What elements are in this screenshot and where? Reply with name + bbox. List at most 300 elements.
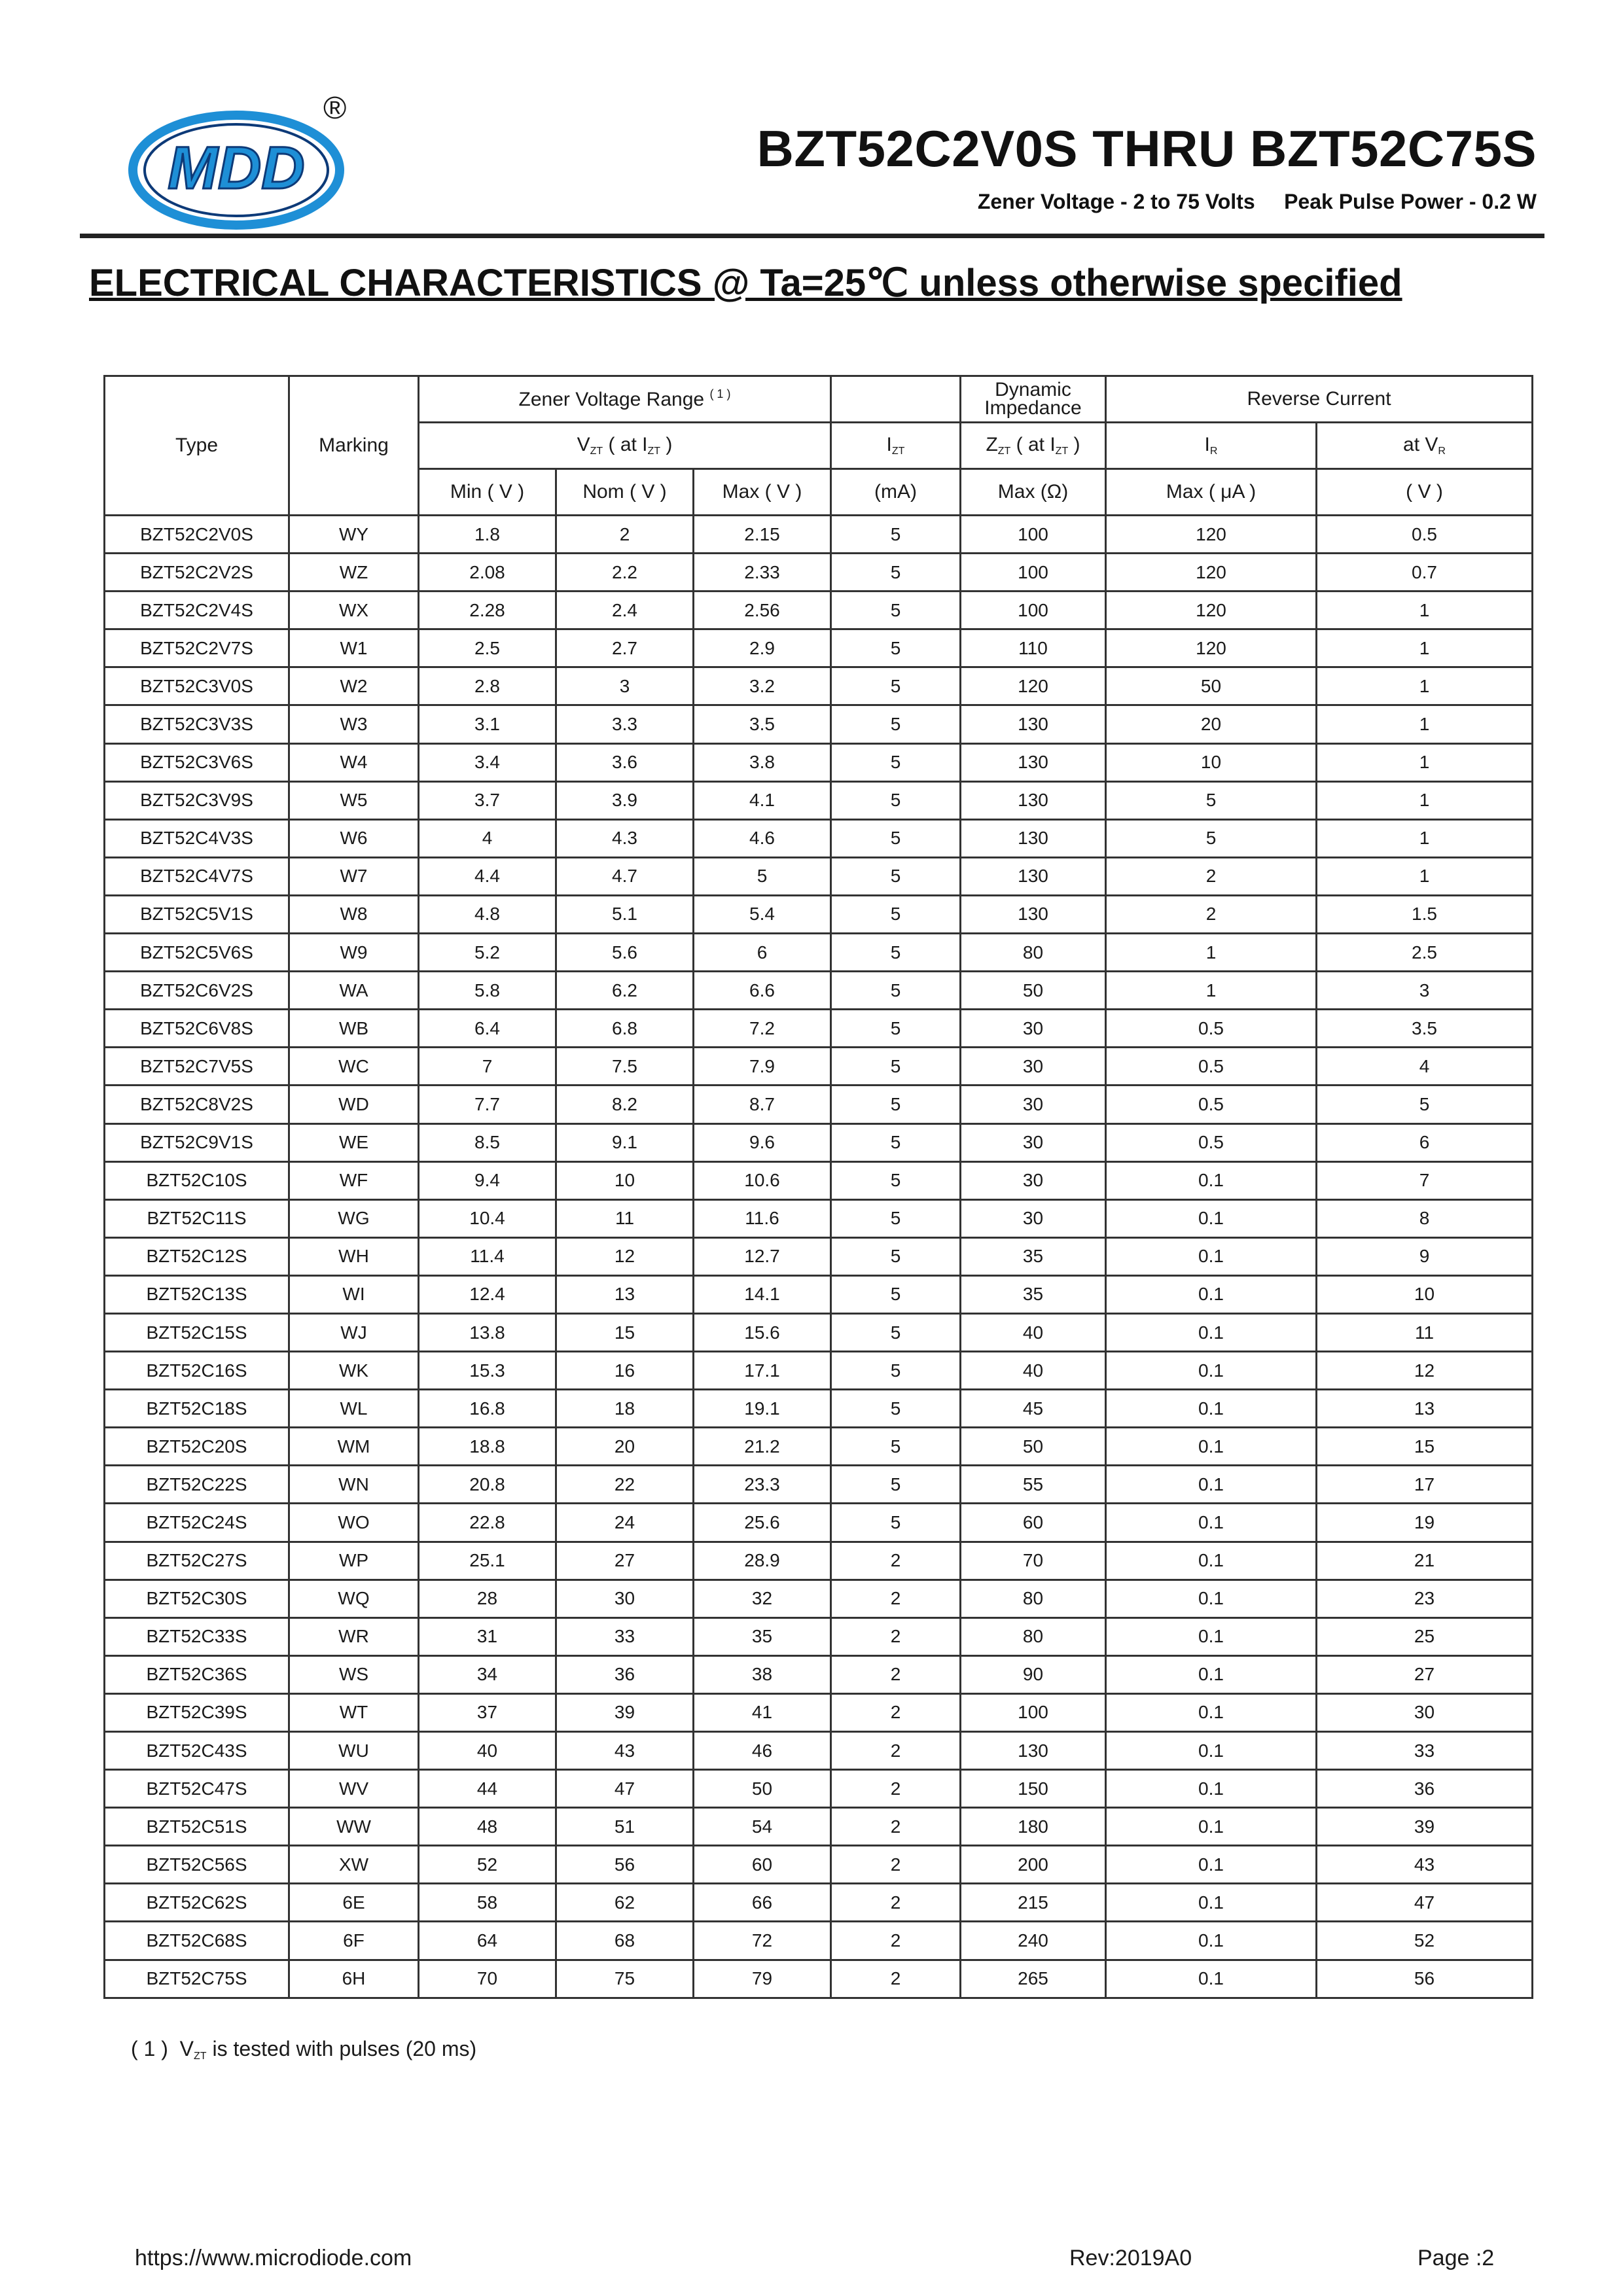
cell-vr: 33 xyxy=(1317,1732,1533,1770)
cell-vz-nom: 5.1 xyxy=(556,895,694,933)
table-row xyxy=(105,1313,1533,1351)
cell-marking: 6F xyxy=(289,1922,419,1960)
cell-ir-max: 5 xyxy=(1106,781,1317,819)
cell-vz-nom: 2.4 xyxy=(556,592,694,629)
company-logo xyxy=(128,110,344,230)
cell-vr: 27 xyxy=(1317,1655,1533,1693)
cell-vz-min: 64 xyxy=(419,1922,556,1960)
cell-marking: 6H xyxy=(289,1960,419,1998)
table-row xyxy=(105,1693,1533,1731)
cell-zzt-max: 110 xyxy=(961,629,1106,667)
cell-marking: WE xyxy=(289,1123,419,1161)
cell-zzt-max: 130 xyxy=(961,743,1106,781)
cell-vz-nom: 10 xyxy=(556,1161,694,1199)
cell-vr: 1 xyxy=(1317,705,1533,743)
header-max-ua: Max ( μA ) xyxy=(1106,469,1317,516)
cell-zzt-max: 40 xyxy=(961,1352,1106,1390)
cell-type: BZT52C62S xyxy=(105,1884,289,1922)
cell-type: BZT52C3V0S xyxy=(105,667,289,705)
cell-zzt-max: 80 xyxy=(961,1617,1106,1655)
cell-izt: 5 xyxy=(831,554,961,592)
cell-vz-min: 5.8 xyxy=(419,972,556,1010)
table-row xyxy=(105,934,1533,972)
cell-zzt-max: 215 xyxy=(961,1884,1106,1922)
cell-type: BZT52C3V3S xyxy=(105,705,289,743)
table-row xyxy=(105,1732,1533,1770)
cell-izt: 2 xyxy=(831,1960,961,1998)
cell-vr: 1 xyxy=(1317,743,1533,781)
cell-vr: 8 xyxy=(1317,1199,1533,1237)
cell-vr: 1 xyxy=(1317,819,1533,857)
cell-vz-max: 28.9 xyxy=(694,1542,831,1580)
table-row xyxy=(105,1086,1533,1123)
cell-vz-nom: 11 xyxy=(556,1199,694,1237)
cell-vz-nom: 27 xyxy=(556,1542,694,1580)
cell-vz-min: 25.1 xyxy=(419,1542,556,1580)
cell-vz-max: 2.9 xyxy=(694,629,831,667)
cell-type: BZT52C13S xyxy=(105,1275,289,1313)
table-row xyxy=(105,1466,1533,1504)
cell-vz-nom: 3.6 xyxy=(556,743,694,781)
header-reverse-current: Reverse Current xyxy=(1106,376,1533,423)
table-row xyxy=(105,629,1533,667)
table-row xyxy=(105,895,1533,933)
header-v: ( V ) xyxy=(1317,469,1533,516)
cell-ir-max: 0.5 xyxy=(1106,1048,1317,1086)
cell-zzt-max: 30 xyxy=(961,1123,1106,1161)
cell-ir-max: 0.1 xyxy=(1106,1237,1317,1275)
footer-revision: Rev:2019A0 xyxy=(1069,2246,1192,2270)
cell-vz-max: 2.33 xyxy=(694,554,831,592)
cell-vz-nom: 47 xyxy=(556,1770,694,1808)
cell-vr: 4 xyxy=(1317,1048,1533,1086)
vz-cond-sub: ZT xyxy=(647,446,661,457)
cell-vz-max: 17.1 xyxy=(694,1352,831,1390)
header-divider xyxy=(80,234,1544,238)
cell-vz-max: 21.2 xyxy=(694,1428,831,1466)
izt-sub: ZT xyxy=(891,446,905,457)
cell-vz-max: 8.7 xyxy=(694,1086,831,1123)
cell-vz-max: 9.6 xyxy=(694,1123,831,1161)
cell-ir-max: 120 xyxy=(1106,516,1317,554)
cell-vz-min: 1.8 xyxy=(419,516,556,554)
cell-izt: 5 xyxy=(831,819,961,857)
cell-vr: 23 xyxy=(1317,1580,1533,1617)
cell-izt: 5 xyxy=(831,705,961,743)
cell-marking: WU xyxy=(289,1732,419,1770)
cell-type: BZT52C36S xyxy=(105,1655,289,1693)
cell-izt: 5 xyxy=(831,1123,961,1161)
cell-zzt-max: 30 xyxy=(961,1048,1106,1086)
cell-marking: W7 xyxy=(289,857,419,895)
cell-vz-max: 2.56 xyxy=(694,592,831,629)
cell-izt: 5 xyxy=(831,1466,961,1504)
cell-vr: 6 xyxy=(1317,1123,1533,1161)
table-row xyxy=(105,1352,1533,1390)
cell-vz-min: 9.4 xyxy=(419,1161,556,1199)
dynamic-line1: Dynamic xyxy=(995,379,1071,400)
vz-close: ) xyxy=(660,434,673,455)
cell-vz-min: 2.08 xyxy=(419,554,556,592)
cell-ir-max: 0.1 xyxy=(1106,1960,1317,1998)
cell-vz-min: 40 xyxy=(419,1732,556,1770)
cell-vz-nom: 2 xyxy=(556,516,694,554)
cell-vz-min: 20.8 xyxy=(419,1466,556,1504)
cell-ir-max: 0.5 xyxy=(1106,1123,1317,1161)
cell-vz-min: 34 xyxy=(419,1655,556,1693)
cell-marking: W6 xyxy=(289,819,419,857)
cell-type: BZT52C22S xyxy=(105,1466,289,1504)
cell-izt: 2 xyxy=(831,1884,961,1922)
zzt-sub: ZT xyxy=(997,446,1011,457)
cell-ir-max: 0.1 xyxy=(1106,1732,1317,1770)
cell-ir-max: 0.1 xyxy=(1106,1466,1317,1504)
cell-izt: 5 xyxy=(831,1352,961,1390)
cell-izt: 2 xyxy=(831,1542,961,1580)
cell-marking: WI xyxy=(289,1275,419,1313)
cell-zzt-max: 265 xyxy=(961,1960,1106,1998)
cell-marking: 6E xyxy=(289,1884,419,1922)
cell-vz-max: 72 xyxy=(694,1922,831,1960)
vz-symbol: V xyxy=(577,434,590,455)
cell-zzt-max: 130 xyxy=(961,705,1106,743)
cell-type: BZT52C4V3S xyxy=(105,819,289,857)
table-row xyxy=(105,1808,1533,1846)
cell-zzt-max: 40 xyxy=(961,1313,1106,1351)
cell-type: BZT52C33S xyxy=(105,1617,289,1655)
cell-vz-max: 7.9 xyxy=(694,1048,831,1086)
cell-ir-max: 120 xyxy=(1106,629,1317,667)
cell-vz-min: 2.5 xyxy=(419,629,556,667)
table-row xyxy=(105,1504,1533,1542)
cell-type: BZT52C5V1S xyxy=(105,895,289,933)
cell-vz-min: 3.1 xyxy=(419,705,556,743)
cell-vz-max: 41 xyxy=(694,1693,831,1731)
cell-izt: 2 xyxy=(831,1693,961,1731)
cell-ir-max: 0.5 xyxy=(1106,1010,1317,1048)
cell-type: BZT52C15S xyxy=(105,1313,289,1351)
header-marking: Marking xyxy=(289,376,419,516)
cell-vr: 2.5 xyxy=(1317,934,1533,972)
cell-vz-nom: 30 xyxy=(556,1580,694,1617)
cell-marking: WK xyxy=(289,1352,419,1390)
cell-ir-max: 0.1 xyxy=(1106,1617,1317,1655)
cell-izt: 2 xyxy=(831,1770,961,1808)
cell-vz-max: 5 xyxy=(694,857,831,895)
cell-vz-nom: 18 xyxy=(556,1390,694,1428)
cell-vz-max: 4.1 xyxy=(694,781,831,819)
cell-vz-min: 44 xyxy=(419,1770,556,1808)
at-vr-sub: R xyxy=(1438,446,1446,457)
header-blank xyxy=(831,376,961,423)
cell-ir-max: 1 xyxy=(1106,934,1317,972)
cell-marking: XW xyxy=(289,1846,419,1884)
cell-izt: 2 xyxy=(831,1617,961,1655)
cell-marking: WA xyxy=(289,972,419,1010)
header-ma: (mA) xyxy=(831,469,961,516)
cell-vz-max: 10.6 xyxy=(694,1161,831,1199)
cell-zzt-max: 180 xyxy=(961,1808,1106,1846)
table-row xyxy=(105,1884,1533,1922)
cell-vr: 43 xyxy=(1317,1846,1533,1884)
cell-ir-max: 0.5 xyxy=(1106,1086,1317,1123)
cell-type: BZT52C11S xyxy=(105,1199,289,1237)
zzt-close: ) xyxy=(1068,434,1080,455)
cell-ir-max: 0.1 xyxy=(1106,1846,1317,1884)
table-row xyxy=(105,781,1533,819)
zzt-cond: ( at I xyxy=(1010,434,1056,455)
cell-vz-min: 2.8 xyxy=(419,667,556,705)
cell-ir-max: 0.1 xyxy=(1106,1770,1317,1808)
cell-zzt-max: 30 xyxy=(961,1199,1106,1237)
footnote xyxy=(131,2037,476,2062)
cell-izt: 5 xyxy=(831,1048,961,1086)
cell-zzt-max: 55 xyxy=(961,1466,1106,1504)
cell-ir-max: 120 xyxy=(1106,554,1317,592)
header-nom: Nom ( V ) xyxy=(556,469,694,516)
cell-izt: 5 xyxy=(831,857,961,895)
cell-vz-max: 15.6 xyxy=(694,1313,831,1351)
cell-vz-min: 28 xyxy=(419,1580,556,1617)
cell-marking: W2 xyxy=(289,667,419,705)
cell-vz-min: 37 xyxy=(419,1693,556,1731)
cell-vz-nom: 62 xyxy=(556,1884,694,1922)
cell-vz-min: 22.8 xyxy=(419,1504,556,1542)
izt-symbol: I xyxy=(886,434,892,455)
table-row xyxy=(105,1275,1533,1313)
cell-ir-max: 0.1 xyxy=(1106,1275,1317,1313)
cell-vr: 0.5 xyxy=(1317,516,1533,554)
cell-type: BZT52C5V6S xyxy=(105,934,289,972)
cell-zzt-max: 130 xyxy=(961,1732,1106,1770)
cell-marking: W4 xyxy=(289,743,419,781)
header-at-vr xyxy=(1317,423,1533,469)
cell-type: BZT52C18S xyxy=(105,1390,289,1428)
cell-vr: 1 xyxy=(1317,857,1533,895)
cell-marking: WH xyxy=(289,1237,419,1275)
cell-vz-nom: 7.5 xyxy=(556,1048,694,1086)
cell-zzt-max: 30 xyxy=(961,1161,1106,1199)
cell-type: BZT52C10S xyxy=(105,1161,289,1199)
cell-vr: 0.7 xyxy=(1317,554,1533,592)
dynamic-line2: Impedance xyxy=(984,397,1082,419)
cell-vz-min: 15.3 xyxy=(419,1352,556,1390)
cell-ir-max: 120 xyxy=(1106,592,1317,629)
table-row xyxy=(105,1580,1533,1617)
cell-vz-max: 2.15 xyxy=(694,516,831,554)
cell-ir-max: 0.1 xyxy=(1106,1199,1317,1237)
cell-marking: WW xyxy=(289,1808,419,1846)
table-row xyxy=(105,1655,1533,1693)
cell-ir-max: 10 xyxy=(1106,743,1317,781)
cell-vz-nom: 20 xyxy=(556,1428,694,1466)
zener-range-note: ( 1 ) xyxy=(709,387,731,400)
cell-ir-max: 0.1 xyxy=(1106,1428,1317,1466)
table-row xyxy=(105,857,1533,895)
cell-type: BZT52C27S xyxy=(105,1542,289,1580)
cell-marking: WR xyxy=(289,1617,419,1655)
page-subtitle: Zener Voltage - 2 to 75 Volts Peak Pulse Power - 0.2 W xyxy=(977,190,1537,213)
cell-vz-min: 2.28 xyxy=(419,592,556,629)
footnote-text: is tested with pulses (20 ms) xyxy=(206,2037,477,2060)
cell-zzt-max: 50 xyxy=(961,972,1106,1010)
cell-zzt-max: 80 xyxy=(961,1580,1106,1617)
table-row xyxy=(105,554,1533,592)
table-row xyxy=(105,1428,1533,1466)
cell-marking: WD xyxy=(289,1086,419,1123)
cell-marking: WP xyxy=(289,1542,419,1580)
cell-marking: WN xyxy=(289,1466,419,1504)
cell-vz-max: 11.6 xyxy=(694,1199,831,1237)
cell-ir-max: 0.1 xyxy=(1106,1580,1317,1617)
table-row xyxy=(105,1770,1533,1808)
cell-marking: W8 xyxy=(289,895,419,933)
table-row xyxy=(105,1846,1533,1884)
cell-izt: 5 xyxy=(831,1010,961,1048)
cell-vr: 36 xyxy=(1317,1770,1533,1808)
cell-izt: 5 xyxy=(831,743,961,781)
cell-vz-max: 79 xyxy=(694,1960,831,1998)
table-row xyxy=(105,667,1533,705)
cell-zzt-max: 60 xyxy=(961,1504,1106,1542)
cell-vz-min: 3.4 xyxy=(419,743,556,781)
cell-vz-nom: 51 xyxy=(556,1808,694,1846)
header-max: Max ( V ) xyxy=(694,469,831,516)
table-row xyxy=(105,743,1533,781)
page-title: BZT52C2V0S THRU BZT52C75S xyxy=(757,120,1537,177)
cell-marking: W5 xyxy=(289,781,419,819)
cell-vr: 3.5 xyxy=(1317,1010,1533,1048)
cell-type: BZT52C9V1S xyxy=(105,1123,289,1161)
footer-url: https://www.microdiode.com xyxy=(135,2246,412,2270)
table-row xyxy=(105,1199,1533,1237)
cell-marking: WM xyxy=(289,1428,419,1466)
cell-vz-min: 4.8 xyxy=(419,895,556,933)
cell-zzt-max: 130 xyxy=(961,895,1106,933)
cell-vz-min: 4.4 xyxy=(419,857,556,895)
table-row xyxy=(105,1617,1533,1655)
cell-vz-nom: 6.8 xyxy=(556,1010,694,1048)
cell-vz-min: 48 xyxy=(419,1808,556,1846)
cell-izt: 2 xyxy=(831,1580,961,1617)
cell-vz-nom: 39 xyxy=(556,1693,694,1731)
header-zzt xyxy=(961,423,1106,469)
cell-type: BZT52C2V2S xyxy=(105,554,289,592)
cell-izt: 2 xyxy=(831,1808,961,1846)
cell-izt: 5 xyxy=(831,1390,961,1428)
cell-ir-max: 0.1 xyxy=(1106,1161,1317,1199)
cell-marking: WC xyxy=(289,1048,419,1086)
cell-izt: 5 xyxy=(831,1313,961,1351)
cell-izt: 5 xyxy=(831,629,961,667)
cell-vz-max: 4.6 xyxy=(694,819,831,857)
cell-vz-min: 31 xyxy=(419,1617,556,1655)
cell-vr: 30 xyxy=(1317,1693,1533,1731)
cell-vz-max: 6 xyxy=(694,934,831,972)
header-max-ohm: Max (Ω) xyxy=(961,469,1106,516)
cell-vz-nom: 3.3 xyxy=(556,705,694,743)
cell-vr: 15 xyxy=(1317,1428,1533,1466)
table-row xyxy=(105,1048,1533,1086)
cell-type: BZT52C4V7S xyxy=(105,857,289,895)
cell-marking: W1 xyxy=(289,629,419,667)
cell-type: BZT52C51S xyxy=(105,1808,289,1846)
cell-vz-min: 7 xyxy=(419,1048,556,1086)
cell-vr: 56 xyxy=(1317,1960,1533,1998)
cell-marking: WY xyxy=(289,516,419,554)
cell-vr: 1 xyxy=(1317,781,1533,819)
cell-vz-min: 52 xyxy=(419,1846,556,1884)
cell-vr: 1.5 xyxy=(1317,895,1533,933)
cell-ir-max: 0.1 xyxy=(1106,1352,1317,1390)
cell-marking: WS xyxy=(289,1655,419,1693)
cell-vr: 21 xyxy=(1317,1542,1533,1580)
cell-vz-max: 3.5 xyxy=(694,705,831,743)
cell-izt: 5 xyxy=(831,592,961,629)
cell-marking: WV xyxy=(289,1770,419,1808)
cell-izt: 5 xyxy=(831,1086,961,1123)
cell-type: BZT52C47S xyxy=(105,1770,289,1808)
cell-vz-nom: 24 xyxy=(556,1504,694,1542)
cell-zzt-max: 130 xyxy=(961,781,1106,819)
cell-izt: 5 xyxy=(831,781,961,819)
cell-marking: WX xyxy=(289,592,419,629)
cell-vz-min: 5.2 xyxy=(419,934,556,972)
footer-page-number: Page :2 xyxy=(1418,2246,1495,2270)
cell-vz-min: 4 xyxy=(419,819,556,857)
vz-cond: ( at I xyxy=(603,434,648,455)
cell-vr: 52 xyxy=(1317,1922,1533,1960)
cell-zzt-max: 90 xyxy=(961,1655,1106,1693)
cell-ir-max: 5 xyxy=(1106,819,1317,857)
header-izt xyxy=(831,423,961,469)
cell-ir-max: 2 xyxy=(1106,857,1317,895)
cell-vz-max: 54 xyxy=(694,1808,831,1846)
table-row xyxy=(105,819,1533,857)
cell-type: BZT52C43S xyxy=(105,1732,289,1770)
cell-vz-nom: 3 xyxy=(556,667,694,705)
cell-marking: WT xyxy=(289,1693,419,1731)
footnote-prefix: ( 1 ) V xyxy=(131,2037,194,2060)
cell-vz-nom: 33 xyxy=(556,1617,694,1655)
cell-izt: 5 xyxy=(831,516,961,554)
cell-zzt-max: 150 xyxy=(961,1770,1106,1808)
cell-zzt-max: 35 xyxy=(961,1237,1106,1275)
cell-vz-nom: 8.2 xyxy=(556,1086,694,1123)
cell-vr: 25 xyxy=(1317,1617,1533,1655)
cell-izt: 2 xyxy=(831,1922,961,1960)
cell-ir-max: 0.1 xyxy=(1106,1808,1317,1846)
cell-vz-min: 8.5 xyxy=(419,1123,556,1161)
cell-vz-nom: 5.6 xyxy=(556,934,694,972)
cell-ir-max: 0.1 xyxy=(1106,1884,1317,1922)
cell-type: BZT52C6V2S xyxy=(105,972,289,1010)
cell-vr: 5 xyxy=(1317,1086,1533,1123)
cell-vr: 10 xyxy=(1317,1275,1533,1313)
cell-izt: 5 xyxy=(831,895,961,933)
table-row xyxy=(105,1010,1533,1048)
cell-marking: WJ xyxy=(289,1313,419,1351)
cell-type: BZT52C68S xyxy=(105,1922,289,1960)
cell-type: BZT52C12S xyxy=(105,1237,289,1275)
cell-zzt-max: 240 xyxy=(961,1922,1106,1960)
cell-vz-max: 50 xyxy=(694,1770,831,1808)
cell-type: BZT52C75S xyxy=(105,1960,289,1998)
zener-range-label: Zener Voltage Range xyxy=(518,389,705,410)
cell-type: BZT52C7V5S xyxy=(105,1048,289,1086)
cell-vz-max: 60 xyxy=(694,1846,831,1884)
cell-zzt-max: 100 xyxy=(961,1693,1106,1731)
